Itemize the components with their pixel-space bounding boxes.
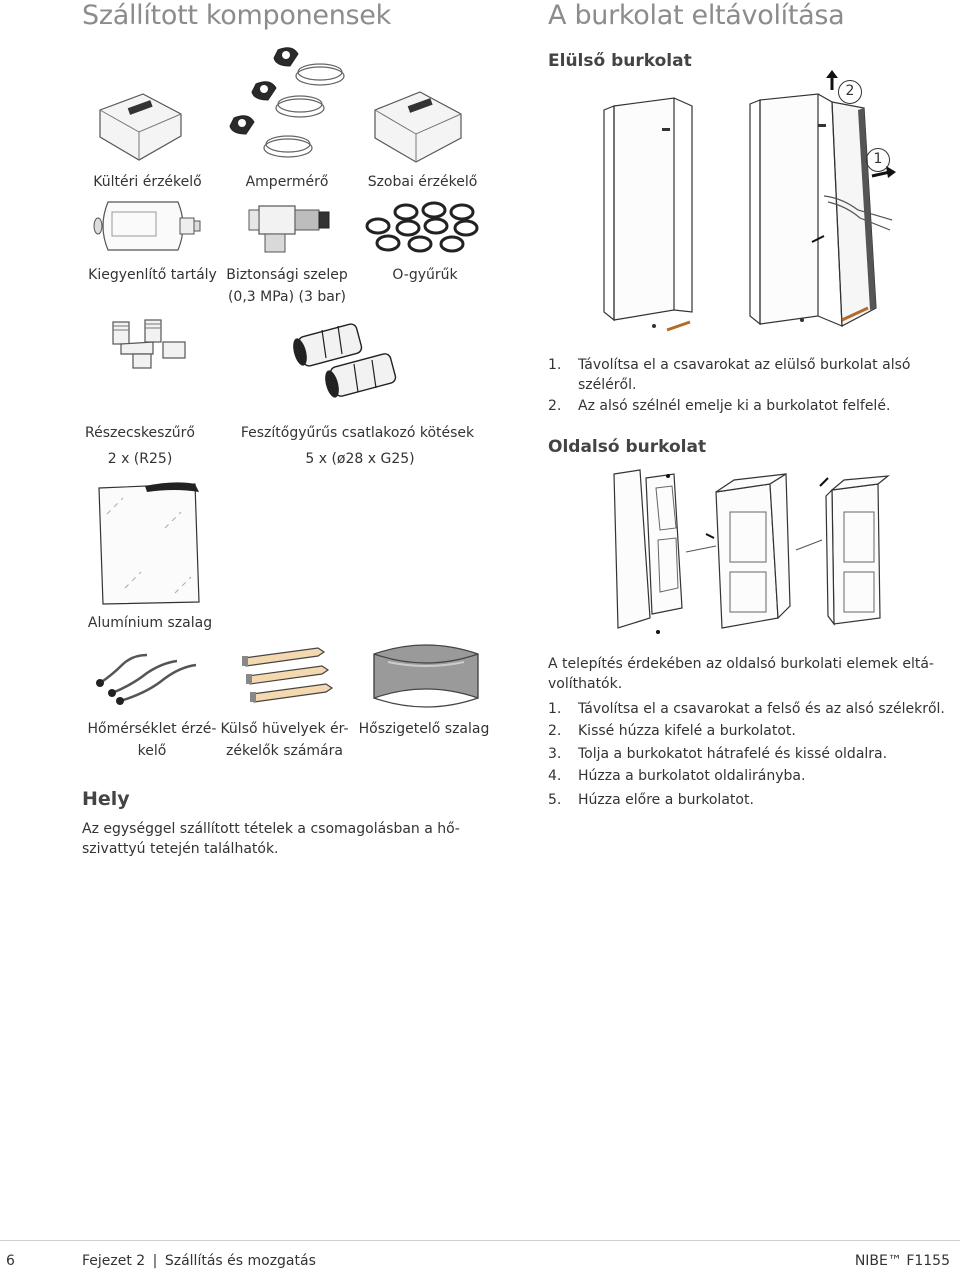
side-step-4-number: 4. [548,768,562,784]
footer-divider [0,1240,960,1241]
right-section-title: A burkolat eltávolítása [548,0,845,31]
front-step-1-text-line2: széléről. [578,377,637,393]
compression-fittings-illustration [292,318,407,408]
side-step-2 [548,721,948,741]
front-step-2-text: Az alsó szélnél emelje ki a burkolatot felfelé. [578,398,891,414]
front-cover-removal-illustration [592,80,902,335]
side-step-2-text: Kissé húzza kifelé a burkolatot. [578,723,796,739]
location-text-line2: szivattyú tetején találhatók. [82,841,279,857]
side-step-3-number: 3. [548,746,562,762]
front-step-1-text-line1: Távolítsa el a csavarokat az elülső burkolat alsó [578,357,911,373]
caption-aluminium-tape: Alumínium szalag [87,615,213,631]
footer-section: Szállítás és mozgatás [164,1253,316,1269]
caption-particle-filter: Részecskeszűrő [84,425,196,441]
particle-filter-illustration [105,314,195,374]
insulation-tape-illustration [368,640,483,720]
side-step-5-text: Húzza előre a burkolatot. [578,792,754,808]
side-step-3-text: Tolja a burkokatot hátrafelé és kissé oldalra. [578,746,888,762]
caption-particle-filter-qty: 2 x (R25) [107,451,173,467]
caption-expansion-tank: Kiegyenlítő tartály [88,267,217,283]
caption-sleeves-line2: zékelők számára [226,743,343,759]
caption-ammeter: Ampermérő [245,174,329,190]
footer-separator: | [152,1253,158,1269]
side-cover-intro-line2: volíthatók. [548,676,623,692]
caption-temperature-sensor-line2: kelő [137,743,167,759]
caption-compression-fittings-qty: 5 x (ø28 x G25) [305,451,415,467]
room-sensor-illustration [370,90,466,168]
front-step-1-number: 1. [548,357,562,373]
side-step-3 [548,744,948,764]
caption-temperature-sensor-line1: Hőmérséklet érzé- [87,721,217,737]
caption-sleeves-line1: Külső hüvelyek ér- [220,721,349,737]
side-step-1 [548,699,948,719]
side-step-4-text: Húzza a burkolatot oldalirányba. [578,768,806,784]
expansion-tank-illustration [90,196,205,256]
footer-product: NIBE™ F1155 [854,1253,950,1269]
ammeter-illustration [228,44,358,164]
outdoor-sensor-illustration [95,92,185,167]
side-step-1-number: 1. [548,701,562,717]
safety-valve-illustration [245,196,335,256]
sensor-sleeves-illustration [238,638,338,706]
footer-page-number: 6 [6,1253,15,1269]
side-cover-removal-illustration [596,468,896,638]
temperature-sensors-illustration [92,645,207,705]
caption-safety-valve-line2: (0,3 MPa) (3 bar) [227,289,347,305]
callout-1: 1 [866,148,890,172]
side-step-4 [548,766,948,786]
side-step-1-text: Távolítsa el a csavarokat a felső és az alsó szélekről. [578,701,945,717]
front-step-1 [548,355,938,395]
location-heading: Hely [82,788,130,810]
caption-room-sensor: Szobai érzékelő [367,174,478,190]
caption-o-rings: O-gyűrűk [392,267,458,283]
callout-2: 2 [838,80,862,104]
location-text-line1: Az egységgel szállított tételek a csomagolásban a hő- [82,821,460,837]
footer-chapter [82,1253,316,1269]
front-cover-heading: Elülső burkolat [548,51,692,71]
caption-safety-valve-line1: Biztonsági szelep [226,267,348,283]
caption-outdoor-sensor: Kültéri érzékelő [93,174,202,190]
caption-insulation-tape: Hőszigetelő szalag [358,721,490,737]
front-step-2-number: 2. [548,398,562,414]
side-step-5 [548,790,948,810]
left-section-title: Szállított komponensek [82,0,391,31]
aluminium-tape-illustration [95,478,220,608]
side-cover-intro-line1: A telepítés érdekében az oldalsó burkolati elemek eltá- [548,656,934,672]
side-step-5-number: 5. [548,792,562,808]
o-rings-illustration [358,198,483,256]
caption-compression-fittings: Feszítőgyűrűs csatlakozó kötések [240,425,475,441]
side-cover-heading: Oldalsó burkolat [548,437,707,457]
side-step-2-number: 2. [548,723,562,739]
front-step-2 [548,396,938,416]
footer-chapter-label: Fejezet 2 [82,1253,146,1269]
